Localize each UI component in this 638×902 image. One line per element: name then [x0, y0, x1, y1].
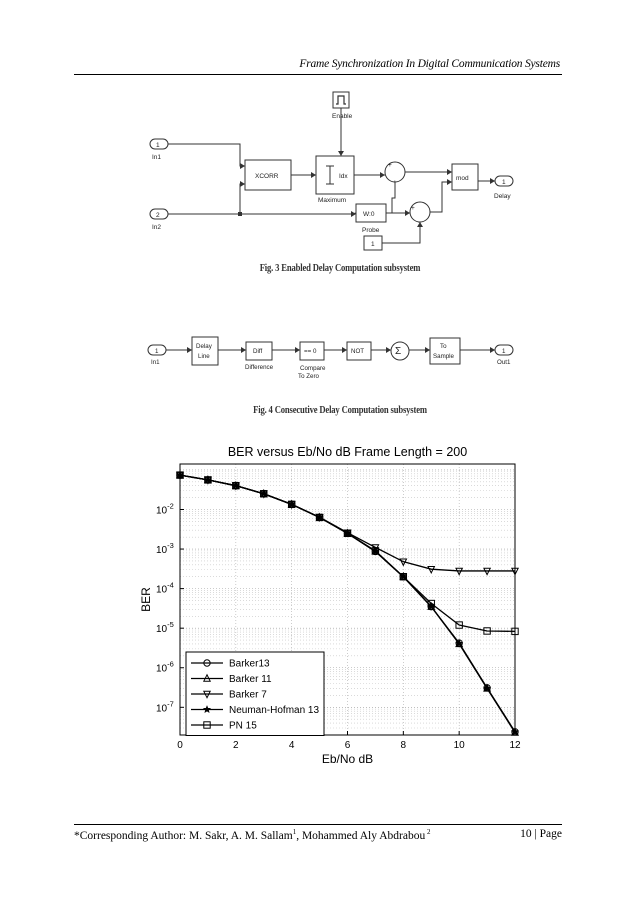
footer: [74, 828, 562, 842]
enable-label: Enable: [332, 113, 353, 120]
header-rule: [74, 74, 562, 75]
x-tick-label: 12: [509, 740, 521, 751]
x-tick-label: 4: [288, 740, 295, 751]
footer-sup1: 1: [292, 828, 297, 836]
in2-label: In2: [152, 224, 162, 231]
idx-label: Idx: [339, 173, 348, 180]
probe-text: W:0: [363, 211, 375, 218]
y-tick-label: $10^{-2}$: [156, 501, 174, 517]
fig4-in-label: In1: [151, 359, 160, 366]
x-tick-label: 6: [344, 740, 351, 751]
fig4-out-label: Out1: [497, 359, 511, 366]
legend-entry: Neuman-Hofman 13: [229, 705, 320, 716]
x-tick-label: 8: [400, 740, 407, 751]
to-sample-l2: Sample: [433, 353, 454, 360]
y-tick-label: $10^{-7}$: [156, 699, 174, 715]
x-tick-label: 0: [177, 740, 183, 751]
fig3-diagram: [130, 86, 530, 251]
compare-text: == 0: [304, 348, 317, 355]
y-axis-label: BER: [139, 587, 153, 612]
fig4-caption: Fig. 4 Consecutive Delay Computation subsystem: [253, 405, 427, 416]
to-sample-l1: To: [440, 343, 447, 350]
x-axis-label: Eb/No dB: [321, 752, 374, 766]
series-line: [180, 475, 515, 571]
fig4-in-num: 1: [155, 348, 159, 355]
enable-block: [333, 92, 349, 108]
compare-l2: To Zero: [298, 373, 319, 380]
y-tick-label: $10^{-4}$: [156, 580, 174, 596]
footer-page-number: 10 | Page: [520, 828, 562, 840]
footer-rule: [74, 824, 562, 825]
footer-sup2: 2: [425, 828, 431, 836]
xcorr-label: XCORR: [255, 173, 279, 180]
x-tick-label: 10: [453, 740, 465, 751]
delay-line-block: [192, 337, 218, 365]
out-label: Delay: [494, 193, 511, 200]
legend-entry: PN 15: [229, 720, 257, 732]
running-title: Frame Synchronization In Digital Communication Systems: [299, 58, 560, 70]
series-pn-15: [177, 472, 518, 635]
maximum-label: Maximum: [318, 197, 347, 204]
series-line: [180, 475, 515, 631]
chart-title: BER versus Eb/No dB Frame Length = 200: [227, 445, 468, 459]
legend-entry: Barker 11: [229, 674, 272, 685]
mod-label: mod: [456, 175, 469, 182]
footer-author-mid: , Mohammed Aly Abdrabou: [296, 829, 426, 842]
delay-line-l2: Line: [198, 353, 210, 360]
fig4-out-num: 1: [502, 348, 506, 355]
in2-num: 2: [156, 212, 160, 219]
ber-chart: [0, 430, 638, 770]
x-tick-label: 2: [233, 740, 239, 751]
delay-line-l1: Delay: [196, 343, 212, 350]
diff-label: Diff: [253, 348, 263, 355]
footer-author-prefix: *Corresponding Author: M. Sakr, A. M. Sallam: [74, 829, 293, 842]
const-value: 1: [371, 241, 375, 248]
sum-symbol: Σ: [395, 346, 402, 357]
y-tick-label: $10^{-5}$: [156, 620, 174, 636]
sum1-plus-a: +: [388, 162, 392, 169]
sum2-minus: -: [418, 219, 421, 226]
fig3-caption: Fig. 3 Enabled Delay Computation subsystem: [259, 263, 421, 274]
legend-entry: Barker13: [229, 658, 270, 670]
fig4-diagram: [140, 333, 520, 391]
to-sample-block: [430, 338, 460, 364]
in1-label: In1: [152, 154, 162, 161]
difference-label: Difference: [245, 364, 274, 371]
legend: [186, 652, 324, 736]
out-num: 1: [502, 179, 506, 186]
y-tick-label: $10^{-6}$: [156, 659, 174, 675]
series-barker-7: [177, 472, 518, 574]
sum1-plus-b: +: [393, 179, 397, 186]
probe-label: Probe: [362, 227, 380, 234]
legend-entry: Barker 7: [229, 689, 267, 701]
y-tick-label: $10^{-3}$: [156, 541, 174, 557]
maximum-block: [316, 156, 354, 194]
compare-l1: Compare: [300, 365, 326, 372]
not-label: NOT: [351, 348, 365, 355]
sum2-plus: +: [411, 205, 415, 212]
in1-num: 1: [156, 142, 160, 149]
